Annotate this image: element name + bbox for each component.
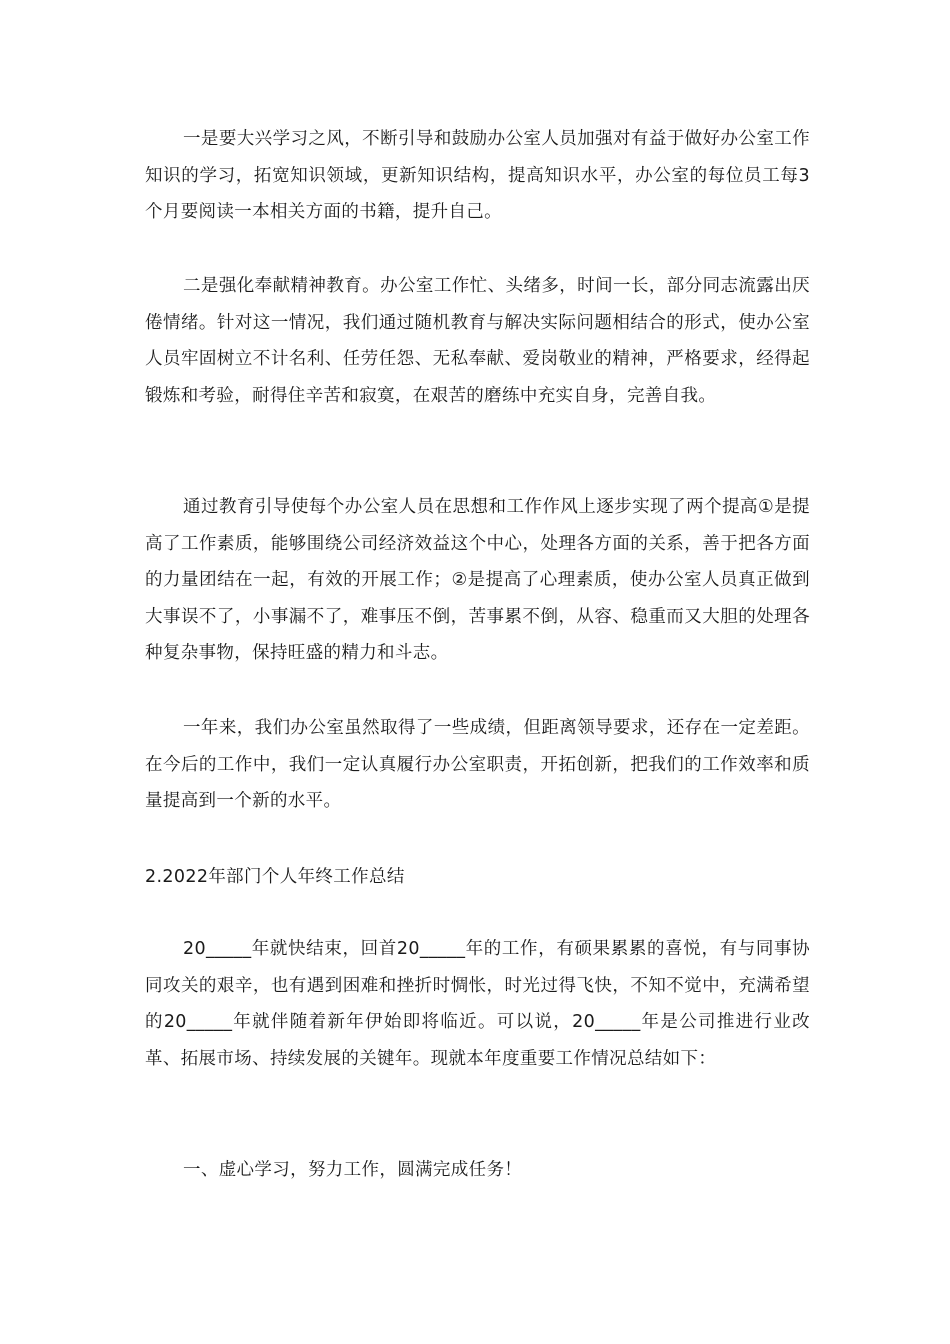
paragraph-study: 一是要大兴学习之风，不断引导和鼓励办公室人员加强对有益于做好办公室工作知识的学习，拓宽知识领域，更新知识结构，提高知识水平，办公室的每位员工每3个月要阅读一本相关方面的书籍，提升自己。	[145, 129, 810, 223]
paragraph-dedication: 二是强化奉献精神教育。办公室工作忙、头绪多，时间一长，部分同志流露出厌倦情绪。针对这一情况，我们通过随机教育与解决实际问题相结合的形式，使办公室人员牢固树立不计名利、任劳任怨、无私奉献、爱岗敬业的精神，严格要求，经得起锻炼和考验，耐得住辛苦和寂寞，在艰苦的磨练中充实自身，完善自我。	[145, 276, 810, 406]
paragraph-two-improvements: 通过教育引导使每个办公室人员在思想和工作作风上逐步实现了两个提高①是提高了工作素质，能够围绕公司经济效益这个中心，处理各方面的关系，善于把各方面的力量团结在一起，有效的开展工作；②是提高了心理素质，使办公室人员真正做到大事误不了，小事漏不了，难事压不倒，苦事累不倒，从容、稳重而又大胆的处理各种复杂事物，保持旺盛的精力和斗志。	[145, 497, 810, 664]
paragraph-intro: 20_____年就快结束，回首20_____年的工作，有硕果累累的喜悦，有与同事协同攻关的艰辛，也有遇到困难和挫折时惆怅，时光过得飞快，不知不觉中，充满希望的20_____年就伴随着新年伊始即将临近。可以说，20_____年是公司推进行业改革、拓展市场、持续发展的关键年。现就本年度重要工作情况总结如下：	[145, 939, 810, 1069]
section-title: 2.2022年部门个人年终工作总结	[145, 867, 405, 887]
paragraph-point-one: 一、虚心学习，努力工作，圆满完成任务！	[183, 1160, 523, 1180]
paragraph-year-review: 一年来，我们办公室虽然取得了一些成绩，但距离领导要求，还存在一定差距。在今后的工作中，我们一定认真履行办公室职责，开拓创新，把我们的工作效率和质量提高到一个新的水平。	[145, 718, 810, 812]
